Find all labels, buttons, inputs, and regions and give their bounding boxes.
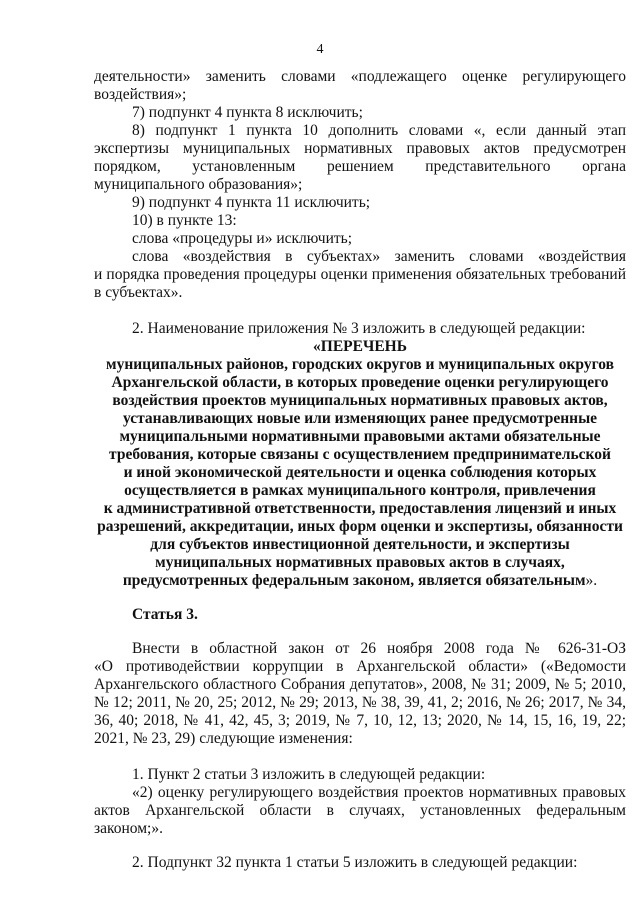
text-line: экспертизы муниципальных нормативных правовых актов предусмотрен [94,140,626,157]
list-title-last-text: предусмотренных федеральным законом, является обязательным [122,572,586,589]
list-title-line: разрешений, аккредитации, иных форм оценки и экспертизы, обязанности [97,518,623,535]
list-item: слова «процедуры и» исключить; [132,230,353,247]
text-line: № 12; 2011, № 20, 25; 2012, № 29; 2013, № 38, 39, 41, 2; 2016, № 26; 2017, № 34, [94,694,626,711]
text-line: 36, 40; 2018, № 41, 42, 45, 3; 2019, № 7, 10, 12, 13; 2020, № 14, 15, 16, 19, 22; [94,712,626,729]
list-item: слова «воздействия в субъектах» заменить словами «воздействия [132,248,626,265]
list-title-line: муниципальных районов, городских округов и муниципальных округов [106,356,614,373]
text-line: актов Архангельской области в случаях, установленных федеральным [94,802,626,819]
list-title-line-last [94,570,626,592]
list-title-line: воздействия проектов муниципальных нормативных правовых актов, [112,392,608,409]
paragraph-item-2: 2. Наименование приложения № 3 изложить в следующей редакции: [132,320,586,337]
text-line: и порядка проведения процедуры оценки применения обязательных требований [94,266,626,283]
page-number: 4 [316,42,324,57]
list-title-line: к административной ответственности, предоставления лицензий и иных [103,500,617,517]
list-item: 10) в пункте 13: [132,212,237,229]
list-heading: «ПЕРЕЧЕНЬ [313,338,407,355]
text-line: порядком, установленным решением представительного органа [94,158,626,175]
list-title-line: Архангельской области, в которых проведение оценки регулирующего [111,374,609,391]
text-line: 2021, № 23, 29) следующие изменения: [94,730,353,747]
list-title-line: устанавливающих новые или изменяющих ранее предусмотренные [122,410,598,427]
list-title-line: муниципальными нормативными правовыми актами обязательные [119,428,601,445]
list-item: 8) подпункт 1 пункта 10 дополнить словами «, если данный этап [132,122,626,139]
closing-quote: ». [585,572,598,589]
paragraph-item-2: 2. Подпункт 32 пункта 1 статьи 5 изложить в следующей редакции: [132,854,578,871]
text-line: воздействия»; [94,86,187,103]
text-line: Архангельского областного Собрания депутатов», 2008, № 31; 2009, № 5; 2010, [94,676,626,693]
list-title-line: муниципальных нормативных правовых актов в случаях, [155,554,565,571]
list-title-line: и иной экономической деятельности и оценка соблюдения которых [123,464,597,481]
text-line: законом;». [94,820,163,837]
list-title-line: для субъектов инвестиционной деятельности, и экспертизы [150,536,570,553]
list-item: 7) подпункт 4 пункта 8 исключить; [132,104,363,121]
list-item: «2) оценку регулирующего воздействия проектов нормативных правовых [132,784,626,801]
list-title-line: требования, которые связаны с осуществлением предпринимательской [109,446,611,463]
list-title-line: осуществляется в рамках муниципального контроля, привлечения [124,482,596,499]
article-title: Статья 3. [132,606,198,623]
text-line: «О противодействии коррупции в Архангельской области» («Ведомости [94,658,626,675]
text-line: деятельности» заменить словами «подлежащего оценке регулирующего [94,68,626,85]
text-line: в субъектах». [94,284,183,301]
list-item: 9) подпункт 4 пункта 11 исключить; [132,194,371,211]
text-line: муниципального образования»; [94,176,303,193]
text-line: Внести в областной закон от 26 ноября 2008 года № 626-31-ОЗ [132,640,626,657]
list-item: 1. Пункт 2 статьи 3 изложить в следующей редакции: [132,766,486,783]
